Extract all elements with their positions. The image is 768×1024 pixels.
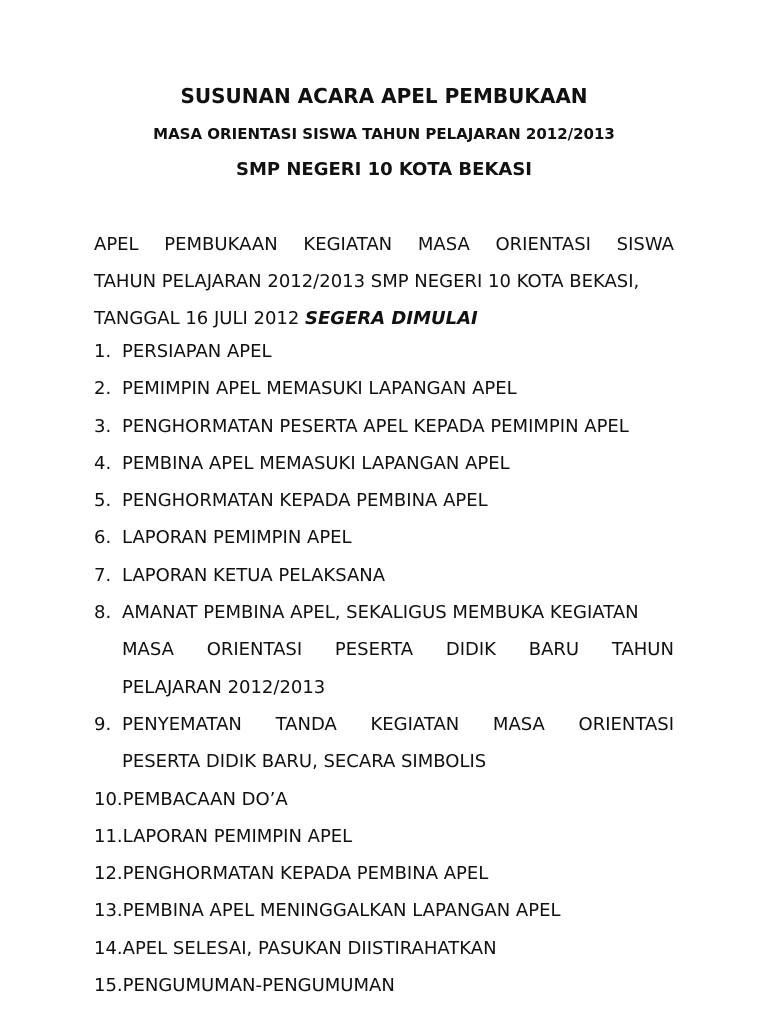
item-number: 15.: [94, 975, 123, 997]
item-line: [122, 706, 674, 743]
item-number: 2.: [94, 378, 112, 400]
list-item: [94, 818, 674, 855]
list-item: [94, 519, 674, 556]
item-number: 5.: [94, 490, 112, 512]
item-number: 10.: [94, 788, 123, 810]
item-number: 12.: [94, 863, 123, 885]
school-name: SMP NEGERI 10 KOTA BEKASI: [236, 159, 532, 180]
list-item: [94, 482, 674, 519]
list-item: [94, 855, 674, 892]
item-word: TANDA: [275, 713, 337, 735]
item-word: DIDIK: [445, 639, 496, 661]
intro-line: [94, 226, 674, 263]
item-word: TAHUN: [611, 639, 674, 661]
item-text: PEMBINA APEL MEMASUKI LAPANGAN APEL: [122, 452, 510, 474]
item-text: PEMIMPIN APEL MEMASUKI LAPANGAN APEL: [122, 378, 517, 400]
item-number: 14.: [94, 937, 123, 959]
item-text: LAPORAN PEMIMPIN APEL: [122, 825, 353, 847]
item-text: [122, 594, 674, 706]
list-item: [94, 333, 674, 370]
list-item: [94, 930, 674, 967]
intro-word: KEGIATAN: [303, 234, 393, 255]
document-title: SUSUNAN ACARA APEL PEMBUKAAN: [180, 84, 588, 108]
intro-word: APEL: [94, 234, 139, 255]
item-word: PESERTA: [334, 639, 414, 661]
item-text: PERSIAPAN APEL: [122, 341, 272, 362]
item-text: LAPORAN KETUA PELAKSANA: [122, 564, 386, 586]
item-text: PENGHORMATAN PESERTA APEL KEPADA PEMIMPIN APEL: [122, 415, 629, 437]
item-number: 8.: [94, 602, 112, 624]
item-number: 11.: [94, 825, 123, 847]
item-word: KEGIATAN: [370, 713, 460, 735]
item-text: PENGHORMATAN KEPADA PEMBINA APEL: [122, 490, 488, 512]
item-number: 13.: [94, 900, 123, 922]
list-item: [94, 370, 674, 407]
item-text: PENGUMUMAN-PENGUMUMAN: [122, 975, 395, 997]
item-text: APEL SELESAI, PASUKAN DIISTIRAHATKAN: [122, 937, 497, 959]
item-number: 1.: [94, 341, 112, 362]
agenda-list: [94, 333, 674, 1004]
item-line: [122, 594, 674, 631]
item-number: 9.: [94, 713, 112, 735]
item-number: 6.: [94, 527, 112, 549]
intro-word: ORIENTASI: [495, 234, 591, 255]
item-word: ORIENTASI: [206, 639, 303, 661]
intro-emphasis: SEGERA DIMULAI: [305, 308, 478, 329]
item-text: LAPORAN PEMIMPIN APEL: [122, 527, 352, 549]
intro-word: MASA: [417, 234, 470, 255]
list-item: [94, 445, 674, 482]
item-line: PELAJARAN 2012/2013: [122, 676, 326, 698]
item-word: MASA: [492, 713, 545, 735]
intro-line: TAHUN PELAJARAN 2012/2013 SMP NEGERI 10 KOTA BEKASI,: [94, 271, 640, 292]
list-item: [94, 594, 674, 706]
list-item: [94, 706, 674, 781]
item-number: 3.: [94, 415, 112, 437]
item-text: PEMBACAAN DO’A: [122, 788, 288, 810]
item-number: 7.: [94, 564, 112, 586]
item-number: 4.: [94, 452, 112, 474]
item-line: [122, 631, 674, 668]
intro-paragraph: [94, 226, 674, 337]
item-text: [122, 706, 674, 781]
intro-word: PEMBUKAAN: [164, 234, 278, 255]
item-line-text: AMANAT PEMBINA APEL, SEKALIGUS MEMBUKA KEGIATAN: [122, 602, 639, 624]
intro-line: [94, 300, 674, 337]
list-item: [94, 967, 674, 1004]
item-line: PESERTA DIDIK BARU, SECARA SIMBOLIS: [122, 751, 487, 773]
intro-date-text: TANGGAL 16 JULI 2012: [94, 308, 306, 329]
item-word: MASA: [122, 639, 174, 661]
list-item: [94, 408, 674, 445]
item-text: PEMBINA APEL MENINGGALKAN LAPANGAN APEL: [122, 900, 561, 922]
list-item: [94, 557, 674, 594]
item-word: PENYEMATAN: [122, 713, 242, 735]
list-item: [94, 892, 674, 929]
item-text: PENGHORMATAN KEPADA PEMBINA APEL: [122, 863, 489, 885]
intro-word: SISWA: [616, 234, 674, 255]
list-item: [94, 781, 674, 818]
item-word: ORIENTASI: [578, 713, 674, 735]
document-subtitle: MASA ORIENTASI SISWA TAHUN PELAJARAN 2012/2013: [153, 125, 615, 143]
item-word: BARU: [528, 639, 580, 661]
